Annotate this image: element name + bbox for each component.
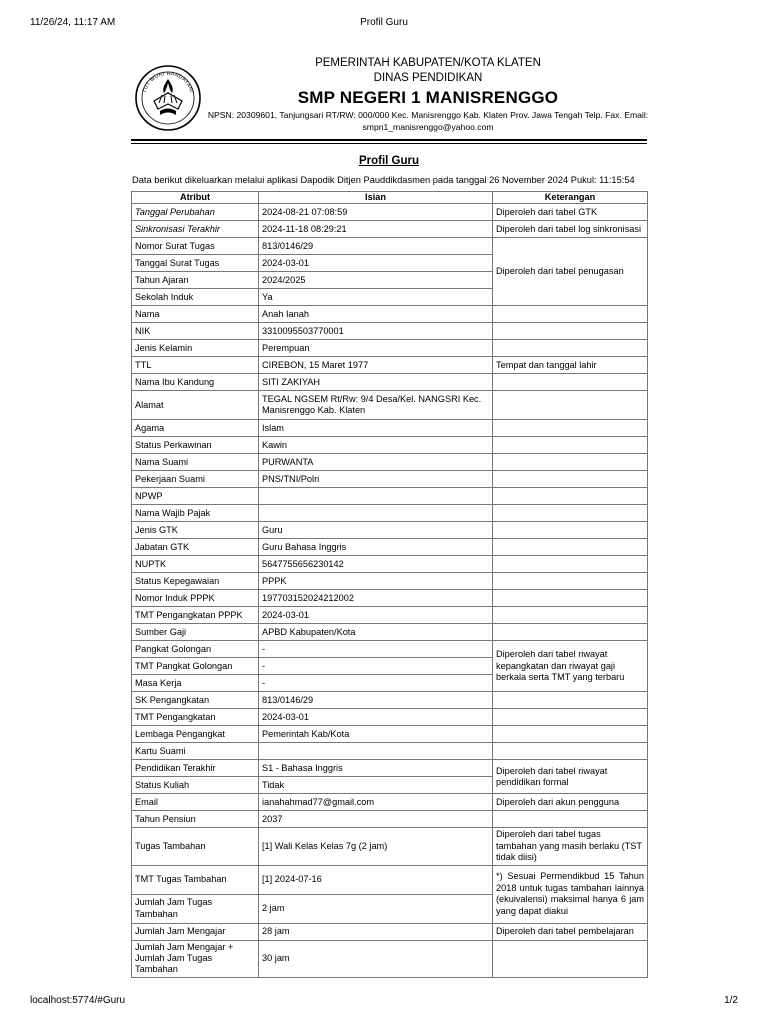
column-header-atribut: Atribut	[132, 192, 259, 204]
isian-cell: -	[259, 675, 493, 692]
keterangan-cell: Diperoleh dari tabel GTK	[493, 204, 648, 221]
isian-cell: Guru	[259, 522, 493, 539]
atribut-cell: Masa Kerja	[132, 675, 259, 692]
keterangan-cell	[493, 323, 648, 340]
keterangan-cell	[493, 726, 648, 743]
isian-cell: 2024-03-01	[259, 709, 493, 726]
atribut-cell: Sumber Gaji	[132, 624, 259, 641]
atribut-cell: Kartu Suami	[132, 743, 259, 760]
letterhead-rule-thick	[131, 139, 647, 141]
atribut-cell: Status Kepegawaian	[132, 573, 259, 590]
atribut-cell: Nama Suami	[132, 454, 259, 471]
atribut-cell: Jumlah Jam Mengajar	[132, 923, 259, 940]
table-row	[132, 238, 648, 255]
keterangan-cell	[493, 471, 648, 488]
page-number: 1/2	[724, 995, 738, 1006]
atribut-cell: Pangkat Golongan	[132, 641, 259, 658]
table-row	[132, 743, 648, 760]
keterangan-cell	[493, 940, 648, 977]
atribut-cell: Nama Ibu Kandung	[132, 374, 259, 391]
intro-text: Data berikut dikeluarkan melalui aplikasi Dapodik Ditjen Pauddikdasmen pada tanggal 26 November 2024 Pukul: 11:15:54	[132, 175, 635, 185]
print-url: localhost:5774/#Guru	[30, 995, 126, 1006]
keterangan-cell	[493, 522, 648, 539]
atribut-cell: SK Pengangkatan	[132, 692, 259, 709]
table-row	[132, 306, 648, 323]
school-address	[200, 110, 656, 133]
document-title: Profil Guru	[358, 155, 420, 167]
print-title: Profil Guru	[360, 17, 408, 28]
isian-cell: SITI ZAKIYAH	[259, 374, 493, 391]
isian-cell: PPPK	[259, 573, 493, 590]
isian-cell: 813/0146/29	[259, 238, 493, 255]
keterangan-cell	[493, 709, 648, 726]
isian-cell	[259, 488, 493, 505]
table-row	[132, 437, 648, 454]
isian-cell: 28 jam	[259, 923, 493, 940]
table-row	[132, 221, 648, 238]
keterangan-cell: Diperoleh dari tabel penugasan	[493, 238, 648, 306]
table-row	[132, 940, 648, 977]
isian-cell: Tidak	[259, 777, 493, 794]
kop-dinas: DINAS PENDIDIKAN	[373, 72, 483, 84]
atribut-cell: NIK	[132, 323, 259, 340]
keterangan-cell: Diperoleh dari tabel log sinkronisasi	[493, 221, 648, 238]
isian-cell: S1 - Bahasa Inggris	[259, 760, 493, 777]
table-row	[132, 692, 648, 709]
table-row	[132, 374, 648, 391]
table-row	[132, 420, 648, 437]
table-row	[132, 865, 648, 894]
isian-cell: 2024-11-18 08:29:21	[259, 221, 493, 238]
table-row	[132, 794, 648, 811]
column-header-isian: Isian	[259, 192, 493, 204]
atribut-cell: Nama	[132, 306, 259, 323]
atribut-cell: Alamat	[132, 391, 259, 420]
isian-cell: Guru Bahasa Inggris	[259, 539, 493, 556]
atribut-cell: Pekerjaan Suami	[132, 471, 259, 488]
table-row	[132, 505, 648, 522]
table-row	[132, 556, 648, 573]
keterangan-cell	[493, 374, 648, 391]
keterangan-cell	[493, 556, 648, 573]
print-datetime: 11/26/24, 11:17 AM	[30, 17, 116, 28]
atribut-cell: Nomor Surat Tugas	[132, 238, 259, 255]
table-row	[132, 488, 648, 505]
isian-cell: -	[259, 641, 493, 658]
atribut-cell: TTL	[132, 357, 259, 374]
isian-cell	[259, 505, 493, 522]
keterangan-cell	[493, 340, 648, 357]
atribut-cell: Status Perkawinan	[132, 437, 259, 454]
atribut-cell: TMT Tugas Tambahan	[132, 865, 259, 894]
table-row	[132, 573, 648, 590]
table-header-row	[132, 192, 648, 204]
isian-cell: 197703152024212002	[259, 590, 493, 607]
atribut-cell: Tanggal Surat Tugas	[132, 255, 259, 272]
profile-table	[131, 191, 648, 978]
keterangan-cell	[493, 420, 648, 437]
svg-text:TUT WURI HANDAYANI: TUT WURI HANDAYANI	[141, 70, 195, 94]
keterangan-cell	[493, 624, 648, 641]
atribut-cell: Nama Wajib Pajak	[132, 505, 259, 522]
isian-cell: 2024-08-21 07:08:59	[259, 204, 493, 221]
isian-cell: Perempuan	[259, 340, 493, 357]
atribut-cell: Tahun Ajaran	[132, 272, 259, 289]
atribut-cell: NUPTK	[132, 556, 259, 573]
atribut-cell: Jenis Kelamin	[132, 340, 259, 357]
keterangan-cell	[493, 539, 648, 556]
isian-cell: Ya	[259, 289, 493, 306]
tut-wuri-handayani-logo-icon	[134, 65, 202, 131]
atribut-cell: Pendidikan Terakhir	[132, 760, 259, 777]
atribut-cell: Nomor Induk PPPK	[132, 590, 259, 607]
keterangan-cell	[493, 437, 648, 454]
isian-cell: TEGAL NGSEM Rt/Rw: 9/4 Desa/Kel. NANGSRI Kec. Manisrenggo Kab. Klaten	[259, 391, 493, 420]
keterangan-cell	[493, 505, 648, 522]
table-row	[132, 471, 648, 488]
keterangan-cell	[493, 692, 648, 709]
isian-cell: 30 jam	[259, 940, 493, 977]
isian-cell: Kawin	[259, 437, 493, 454]
table-row	[132, 923, 648, 940]
atribut-cell: Jumlah Jam Mengajar + Jumlah Jam Tugas Tambahan	[132, 940, 259, 977]
table-row	[132, 607, 648, 624]
table-row	[132, 726, 648, 743]
keterangan-cell	[493, 488, 648, 505]
keterangan-cell: Tempat dan tanggal lahir	[493, 357, 648, 374]
isian-cell: -	[259, 658, 493, 675]
table-row	[132, 539, 648, 556]
isian-cell: 2037	[259, 811, 493, 828]
keterangan-cell: Diperoleh dari akun pengguna	[493, 794, 648, 811]
keterangan-cell: *) Sesuai Permendikbud 15 Tahun 2018 untuk tugas tambahan lainnya (ekuivalensi) maksimal hanya 6 jam yang dapat diakui	[493, 865, 648, 923]
table-row	[132, 590, 648, 607]
isian-cell: Pemerintah Kab/Kota	[259, 726, 493, 743]
isian-cell: PNS/TNI/Polri	[259, 471, 493, 488]
keterangan-cell	[493, 590, 648, 607]
atribut-cell: Lembaga Pengangkat	[132, 726, 259, 743]
isian-cell: ianahahmad77@gmail.com	[259, 794, 493, 811]
atribut-cell: TMT Pengangkatan	[132, 709, 259, 726]
isian-cell: 2 jam	[259, 894, 493, 923]
school-name: SMP NEGERI 1 MANISRENGGO	[297, 88, 559, 107]
keterangan-cell: Diperoleh dari tabel riwayat kepangkatan dan riwayat gaji berkala serta TMT yang terbaru	[493, 641, 648, 692]
atribut-cell: Tanggal Perubahan	[132, 204, 259, 221]
atribut-cell: Status Kuliah	[132, 777, 259, 794]
isian-cell: 3310095503770001	[259, 323, 493, 340]
keterangan-cell	[493, 454, 648, 471]
isian-cell	[259, 743, 493, 760]
keterangan-cell: Diperoleh dari tabel tugas tambahan yang masih berlaku (TST tidak diisi)	[493, 828, 648, 865]
atribut-cell: Email	[132, 794, 259, 811]
kop-pemerintah: PEMERINTAH KABUPATEN/KOTA KLATEN	[315, 57, 541, 69]
table-row	[132, 340, 648, 357]
table-row	[132, 204, 648, 221]
atribut-cell: Tugas Tambahan	[132, 828, 259, 865]
table-row	[132, 709, 648, 726]
table-row	[132, 828, 648, 865]
keterangan-cell	[493, 607, 648, 624]
isian-cell: 2024-03-01	[259, 255, 493, 272]
school-address-line1: NPSN: 20309601, Tanjungsari RT/RW: 000/000 Kec. Manisrenggo Kab. Klaten Prov. Jawa Tengah Telp. Fax. Email:	[207, 110, 649, 120]
keterangan-cell	[493, 573, 648, 590]
table-row	[132, 811, 648, 828]
table-row	[132, 624, 648, 641]
isian-cell: 813/0146/29	[259, 692, 493, 709]
atribut-cell: Agama	[132, 420, 259, 437]
table-row	[132, 323, 648, 340]
isian-cell: [1] 2024-07-16	[259, 865, 493, 894]
table-row	[132, 760, 648, 777]
atribut-cell: Jenis GTK	[132, 522, 259, 539]
keterangan-cell	[493, 391, 648, 420]
table-row	[132, 357, 648, 374]
atribut-cell: Sekolah Induk	[132, 289, 259, 306]
isian-cell: 2024-03-01	[259, 607, 493, 624]
isian-cell: 2024/2025	[259, 272, 493, 289]
keterangan-cell: Diperoleh dari tabel pembelajaran	[493, 923, 648, 940]
keterangan-cell	[493, 811, 648, 828]
isian-cell: PURWANTA	[259, 454, 493, 471]
atribut-cell: Tahun Pensiun	[132, 811, 259, 828]
table-row	[132, 391, 648, 420]
print-footer	[30, 995, 738, 1009]
isian-cell: [1] Wali Kelas Kelas 7g (2 jam)	[259, 828, 493, 865]
atribut-cell: TMT Pangkat Golongan	[132, 658, 259, 675]
isian-cell: Islam	[259, 420, 493, 437]
keterangan-cell	[493, 743, 648, 760]
isian-cell: CIREBON, 15 Maret 1977	[259, 357, 493, 374]
table-row	[132, 454, 648, 471]
keterangan-cell	[493, 306, 648, 323]
atribut-cell: TMT Pengangkatan PPPK	[132, 607, 259, 624]
isian-cell: APBD Kabupaten/Kota	[259, 624, 493, 641]
table-row	[132, 522, 648, 539]
isian-cell: 5647755656230142	[259, 556, 493, 573]
school-email: smpn1_manisrenggo@yahoo.com	[362, 121, 494, 132]
letterhead-rule-thin	[131, 143, 647, 144]
atribut-cell: NPWP	[132, 488, 259, 505]
atribut-cell: Jumlah Jam Tugas Tambahan	[132, 894, 259, 923]
atribut-cell: Jabatan GTK	[132, 539, 259, 556]
isian-cell: Anah Ianah	[259, 306, 493, 323]
table-row	[132, 641, 648, 658]
print-header	[30, 17, 738, 31]
atribut-cell: Sinkronisasi Terakhir	[132, 221, 259, 238]
column-header-keterangan: Keterangan	[493, 192, 648, 204]
keterangan-cell: Diperoleh dari tabel riwayat pendidikan formal	[493, 760, 648, 794]
